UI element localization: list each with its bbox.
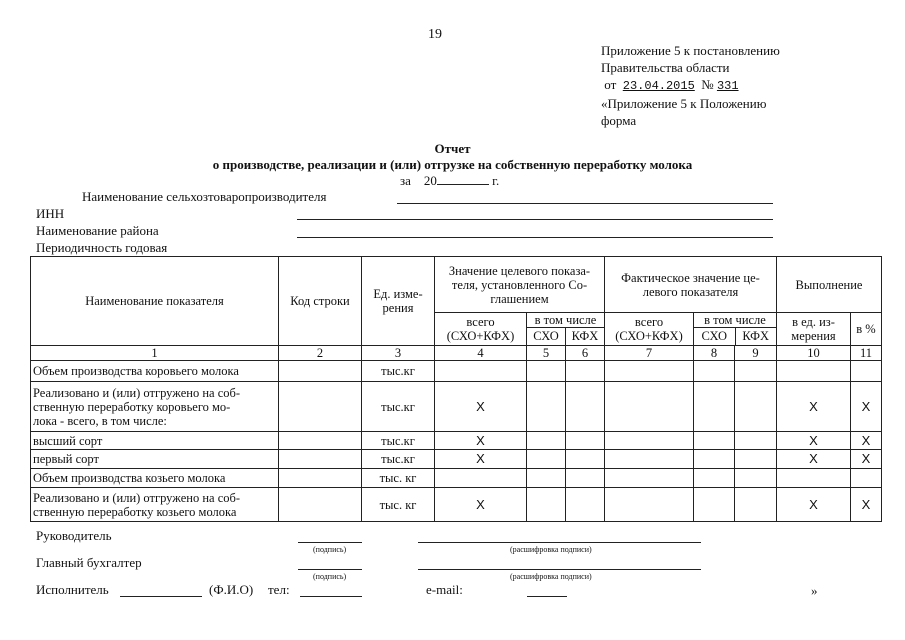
appendix-date-line: [601, 76, 780, 95]
cell-c4: Х: [435, 432, 527, 450]
email-line: [527, 596, 567, 597]
row-code: [279, 432, 362, 450]
row-name: Объем производства козьего молока: [31, 469, 279, 488]
cell-c4: Х: [435, 488, 527, 522]
cell-c4: [435, 361, 527, 382]
date-prefix: от: [604, 77, 617, 92]
col-number: 4: [435, 346, 527, 361]
cell-c10: Х: [777, 382, 851, 432]
row-unit: тыс.кг: [362, 450, 435, 469]
period-year: 20: [423, 173, 437, 188]
col-number: 10: [777, 346, 851, 361]
cell-c11: [851, 361, 882, 382]
inn-label: ИНН: [36, 206, 65, 221]
accountant-signature-hint: (подпись): [313, 572, 347, 581]
cell-c11: [851, 469, 882, 488]
header-target-sho: СХО: [527, 328, 566, 345]
appendix-line-4: «Приложение 5 к Положению: [601, 96, 767, 111]
executor-label: Исполнитель: [36, 582, 109, 597]
row-name: Реализовано и (или) отгружено на соб- ственную переработку козьего молока: [31, 488, 279, 522]
email-label: e-mail:: [426, 582, 463, 597]
report-period: [400, 173, 499, 189]
producer-label: Наименование сельхозтоваропроизводителя: [82, 189, 327, 204]
period-suffix: г.: [492, 173, 500, 188]
header-name: Наименование показателя: [31, 257, 279, 346]
cell-c4: [435, 469, 527, 488]
cell-c10: [777, 469, 851, 488]
table-row: [31, 450, 882, 469]
period-year-blank: [437, 184, 489, 185]
table-row: [31, 469, 882, 488]
head-signature-hint: (подпись): [313, 545, 347, 554]
row-name: первый сорт: [31, 450, 279, 469]
cell-c11: Х: [851, 382, 882, 432]
row-code: [279, 450, 362, 469]
cell-c10: Х: [777, 488, 851, 522]
phone-label: тел:: [268, 582, 290, 597]
header-target-kfh: КФХ: [571, 329, 599, 343]
header-completion: Выполнение: [777, 257, 882, 313]
cell-c4: Х: [435, 382, 527, 432]
decree-date: 23.04.2015: [622, 79, 695, 93]
executor-line: [120, 596, 202, 597]
district-label: Наименование района: [36, 223, 159, 238]
number-sign: №: [701, 77, 714, 92]
row-code: [279, 382, 362, 432]
inn-line: [297, 219, 773, 220]
row-unit: тыс. кг: [362, 469, 435, 488]
accountant-decoding-hint: (расшифровка подписи): [510, 572, 592, 581]
header-in-pct: в %: [851, 313, 882, 346]
row-unit: тыс.кг: [362, 382, 435, 432]
row-code: [279, 361, 362, 382]
cell-c11: Х: [851, 450, 882, 469]
header-actual-kfh: КФХ: [742, 329, 770, 343]
closing-quote: »: [811, 583, 818, 598]
header-actual: Фактическое значение це- левого показателя: [605, 257, 777, 313]
cell-c4: Х: [435, 450, 527, 469]
report-table: [30, 256, 882, 522]
cell-c10: Х: [777, 450, 851, 469]
col-number: 8: [694, 346, 735, 361]
period-prefix: за: [400, 173, 411, 188]
header-row-1: [31, 257, 882, 313]
header-target: Значение целевого показа- теля, установленного Со- глашением: [435, 257, 605, 313]
phone-line: [300, 596, 362, 597]
row-name: Объем производства коровьего молока: [31, 361, 279, 382]
row-code: [279, 488, 362, 522]
table-row: [31, 361, 882, 382]
cell-c11: Х: [851, 488, 882, 522]
appendix-line-1: Приложение 5 к постановлению: [601, 43, 780, 58]
col-number: 1: [31, 346, 279, 361]
report-title: Отчет: [434, 141, 471, 156]
appendix-line-2: Правительства области: [601, 60, 730, 75]
row-unit: тыс.кг: [362, 432, 435, 450]
col-number: 11: [851, 346, 882, 361]
row-unit: тыс. кг: [362, 488, 435, 522]
decree-number: 331: [716, 79, 739, 93]
header-actual-incl: в том числе СХО КФХ: [694, 313, 777, 346]
head-decoding-line: [418, 542, 701, 543]
header-target-incl: в том числе СХО КФХ: [527, 313, 605, 346]
col-number: 6: [566, 346, 605, 361]
header-actual-sho: СХО: [694, 328, 736, 345]
report-subtitle: о производстве, реализации и (или) отгрузке на собственную переработку молока: [212, 157, 693, 172]
cell-c10: [777, 361, 851, 382]
col-number: 5: [527, 346, 566, 361]
appendix-line-5: форма: [601, 113, 637, 128]
row-name: Реализовано и (или) отгружено на соб- ственную переработку коровьего мо- лока - всего, в том числе:: [31, 382, 279, 432]
page-number: 19: [428, 27, 442, 42]
column-number-row: [31, 346, 882, 361]
header-in-units: в ед. из- мерения: [777, 313, 851, 346]
row-name: высший сорт: [31, 432, 279, 450]
cell-c11: Х: [851, 432, 882, 450]
table-row: [31, 382, 882, 432]
accountant-signature-line: [298, 569, 362, 570]
producer-line: [397, 203, 773, 204]
col-number: 3: [362, 346, 435, 361]
col-number: 7: [605, 346, 694, 361]
table-row: [31, 488, 882, 522]
appendix-block: [601, 42, 780, 129]
col-number: 2: [279, 346, 362, 361]
head-label: Руководитель: [36, 528, 112, 543]
head-signature-line: [298, 542, 362, 543]
col-number: 9: [735, 346, 777, 361]
cell-c10: Х: [777, 432, 851, 450]
head-decoding-hint: (расшифровка подписи): [510, 545, 592, 554]
header-unit: Ед. изме- рения: [362, 257, 435, 346]
accountant-decoding-line: [418, 569, 701, 570]
header-target-total: всего (СХО+КФХ): [435, 313, 527, 346]
chief-accountant-label: Главный бухгалтер: [36, 555, 142, 570]
periodicity-label: Периодичность годовая: [36, 240, 168, 255]
district-line: [297, 237, 773, 238]
row-unit: тыс.кг: [362, 361, 435, 382]
row-code: [279, 469, 362, 488]
header-code: Код строки: [279, 257, 362, 346]
header-actual-total: всего (СХО+КФХ): [605, 313, 694, 346]
fio-label: (Ф.И.О): [209, 582, 254, 597]
table-row: [31, 432, 882, 450]
